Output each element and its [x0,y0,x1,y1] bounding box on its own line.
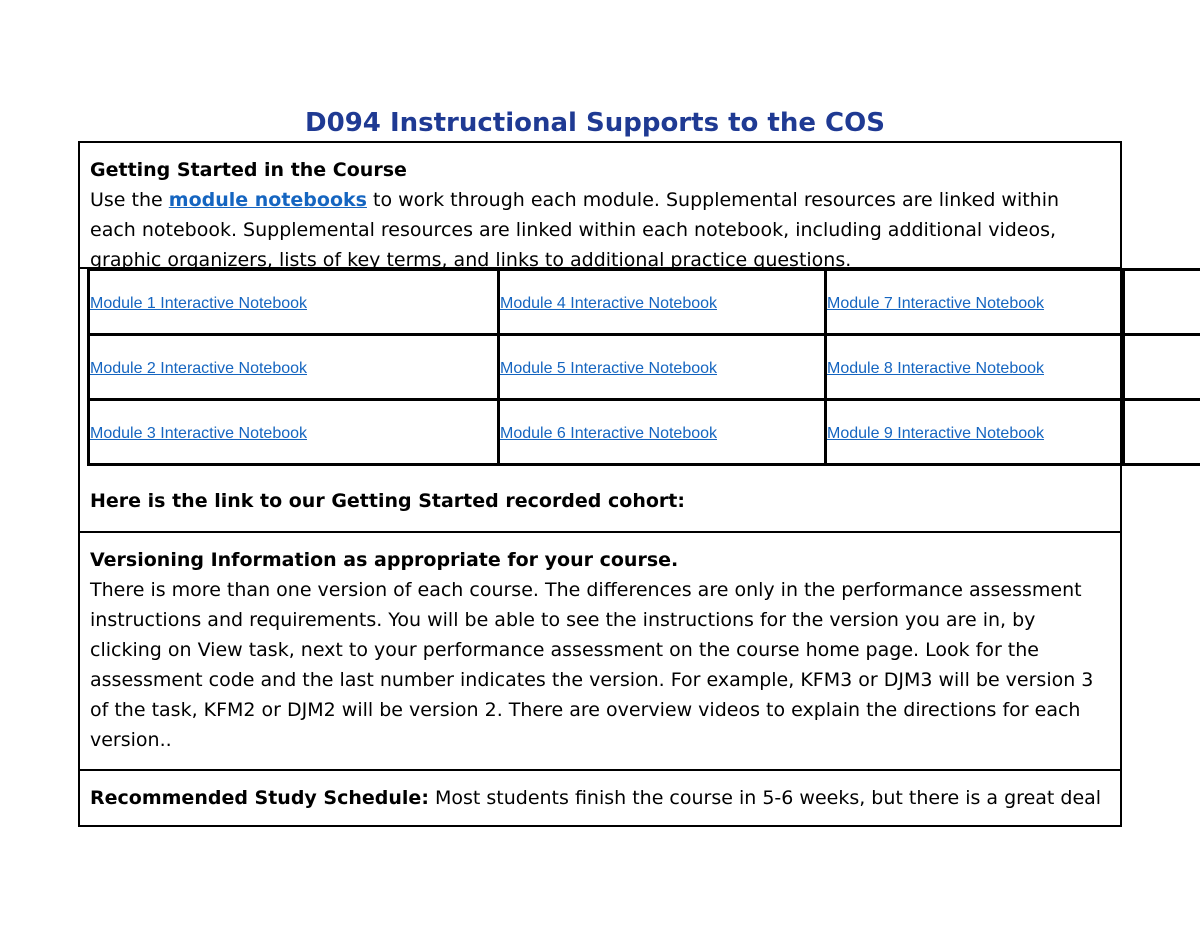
notebook-cell [499,400,826,465]
module-6-notebook-link[interactable]: Module 6 Interactive Notebook [500,425,718,442]
notebook-empty-cell [1124,270,1200,335]
notebook-row [89,400,1200,465]
module-1-notebook-link[interactable]: Module 1 Interactive Notebook [90,295,308,312]
versioning-section [80,533,1120,771]
getting-started-body [90,155,1110,275]
cohort-section [80,469,1120,533]
notebook-empty-cell [1124,335,1200,400]
notebook-empty-cell [1124,400,1200,465]
instructional-supports-table [78,141,1122,827]
page-title: D094 Instructional Supports to the COS [305,108,885,138]
study-schedule-label: Recommended Study Schedule: [90,787,429,809]
module-7-notebook-link[interactable]: Module 7 Interactive Notebook [827,295,1045,312]
module-2-notebook-link[interactable]: Module 2 Interactive Notebook [90,360,308,377]
getting-started-text-prefix: Use the [90,189,169,211]
notebook-cell [826,270,1124,335]
versioning-body [90,545,1110,755]
study-schedule-body [90,783,1110,813]
notebook-cell [89,270,499,335]
notebook-cell [826,335,1124,400]
module-4-notebook-link[interactable]: Module 4 Interactive Notebook [500,295,718,312]
getting-started-text-suffix: to work through each module. Supplemental resources are linked within each notebook. Supplemental resources are linked within each notebook, including additional videos, graphic organizers, lists of key terms, and links to additional practice questions. [90,189,1060,271]
getting-started-section [80,143,1120,269]
getting-started-heading: Getting Started in the Course [90,159,407,181]
notebook-row [89,270,1200,335]
module-8-notebook-link[interactable]: Module 8 Interactive Notebook [827,360,1045,377]
study-schedule-section [80,771,1120,825]
notebook-cell [89,335,499,400]
module-5-notebook-link[interactable]: Module 5 Interactive Notebook [500,360,718,377]
notebook-cell [499,335,826,400]
notebook-row [89,335,1200,400]
study-schedule-text: Most students finish the course in 5-6 weeks, but there is a great deal [428,787,1102,809]
notebook-cell [89,400,499,465]
notebook-cell [826,400,1124,465]
cohort-link-text: Here is the link to our Getting Started recorded cohort: [90,490,685,512]
versioning-text: There is more than one version of each course. The differences are only in the performance assessment instructions and requirements. You will be able to see the instructions for the version you are in, by clicking on View task, next to your performance assessment on the course home page. Look for the assessment code and the last number indicates the version. For example, KFM3 or DJM3 will be version 3 of the task, KFM2 or DJM2 will be version 2. There are overview videos to explain the directions for each version.. [90,579,1094,751]
module-3-notebook-link[interactable]: Module 3 Interactive Notebook [90,425,308,442]
module-notebooks-link[interactable]: module notebooks [168,189,367,211]
versioning-heading: Versioning Information as appropriate for your course. [90,549,679,571]
module-9-notebook-link[interactable]: Module 9 Interactive Notebook [827,425,1045,442]
notebook-links-grid [87,268,1200,466]
notebook-cell [499,270,826,335]
